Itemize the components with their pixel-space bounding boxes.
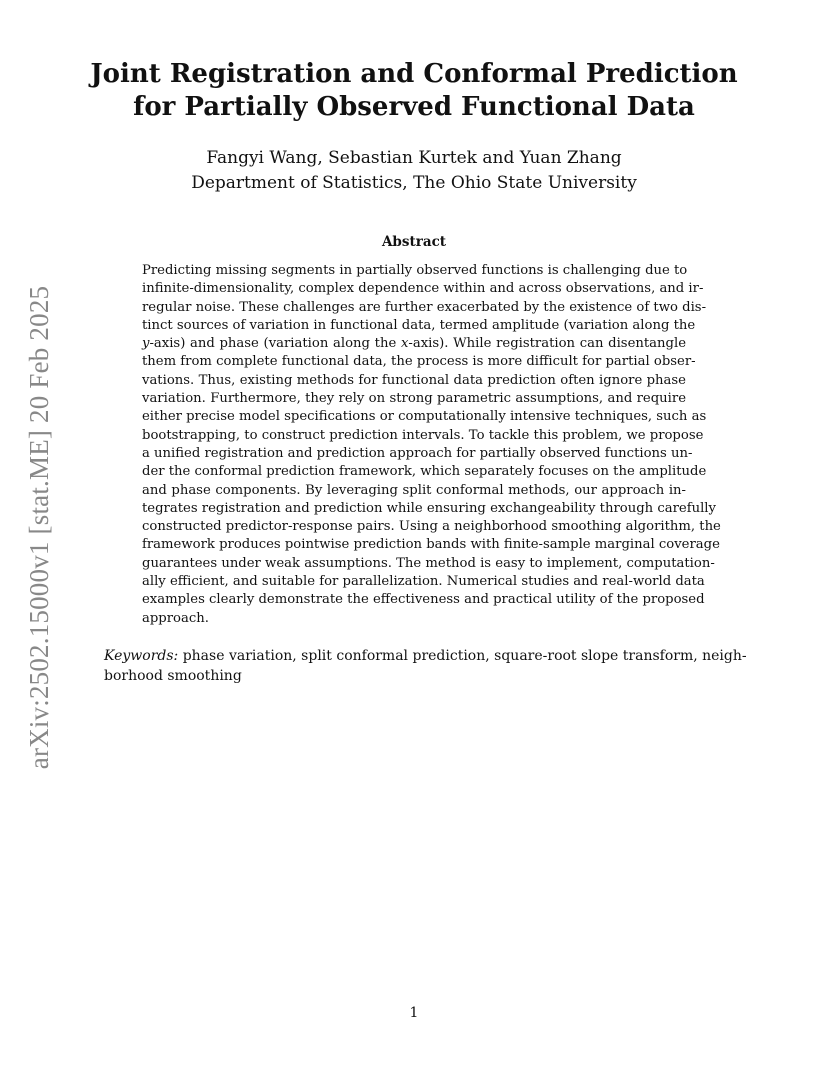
abstract-line: constructed predictor-response pairs. Using a neighborhood smoothing algorithm, the <box>142 519 721 535</box>
page-number: 1 <box>409 1005 419 1021</box>
abstract-line: tegrates registration and prediction while ensuring exchangeability through carefully <box>142 500 716 516</box>
abstract-line: them from complete functional data, the process is more difficult for partial obser- <box>142 354 696 370</box>
abstract-line: tinct sources of variation in functional data, termed amplitude (variation along the <box>142 317 696 333</box>
abstract-line: and phase components. By leveraging split conformal methods, our approach in- <box>142 482 686 498</box>
keywords-label: Keywords: <box>104 648 179 664</box>
author-affiliation: Department of Statistics, The Ohio State University <box>191 173 637 193</box>
abstract-line: der the conformal prediction framework, which separately focuses on the amplitude <box>142 464 707 480</box>
keywords-line-2: borhood smoothing <box>104 668 242 684</box>
abstract-line: vations. Thus, existing methods for functional data prediction often ignore phase <box>142 372 686 388</box>
abstract-line: either precise model specifications or computationally intensive techniques, such as <box>142 409 707 425</box>
author-block <box>80 146 748 196</box>
arxiv-identifier-stamp <box>22 282 58 772</box>
abstract-line: a unified registration and prediction approach for partially observed functions un- <box>142 445 693 461</box>
author-names: Fangyi Wang, Sebastian Kurtek and Yuan Zhang <box>206 148 622 168</box>
abstract-line: ally efficient, and suitable for parallelization. Numerical studies and real-world data <box>142 574 705 590</box>
keywords-text-1: phase variation, split conformal prediction, square-root slope transform, neigh- <box>182 648 747 664</box>
keywords-line-1 <box>104 646 747 666</box>
title-line-1: Joint Registration and Conformal Prediction <box>90 59 738 89</box>
abstract-line: framework produces pointwise prediction bands with finite-sample marginal coverage <box>142 537 720 553</box>
paper-title <box>80 58 748 124</box>
abstract-line: regular noise. These challenges are further exacerbated by the existence of two dis- <box>142 299 707 315</box>
abstract-line: y-axis) and phase (variation along the x-axis). While registration can disentangle <box>142 336 686 352</box>
abstract-line: examples clearly demonstrate the effectiveness and practical utility of the proposed <box>142 592 705 608</box>
title-line-2: for Partially Observed Functional Data <box>133 92 695 122</box>
abstract-line: variation. Furthermore, they rely on strong parametric assumptions, and require <box>142 391 686 407</box>
abstract-line: guarantees under weak assumptions. The method is easy to implement, computation- <box>142 555 715 571</box>
abstract-line: Predicting missing segments in partially observed functions is challenging due to <box>142 263 688 278</box>
abstract-line: infinite-dimensionality, complex dependence within and across observations, and ir- <box>142 281 704 297</box>
keywords-block <box>104 646 747 686</box>
abstract-line: approach. <box>142 610 209 626</box>
abstract-line: bootstrapping, to construct prediction intervals. To tackle this problem, we propose <box>142 427 704 443</box>
arxiv-stamp-text: arXiv:2502.15000v1 [stat.ME] 20 Feb 2025 <box>24 285 55 769</box>
abstract-body <box>142 262 721 628</box>
abstract-heading: Abstract <box>381 234 447 250</box>
